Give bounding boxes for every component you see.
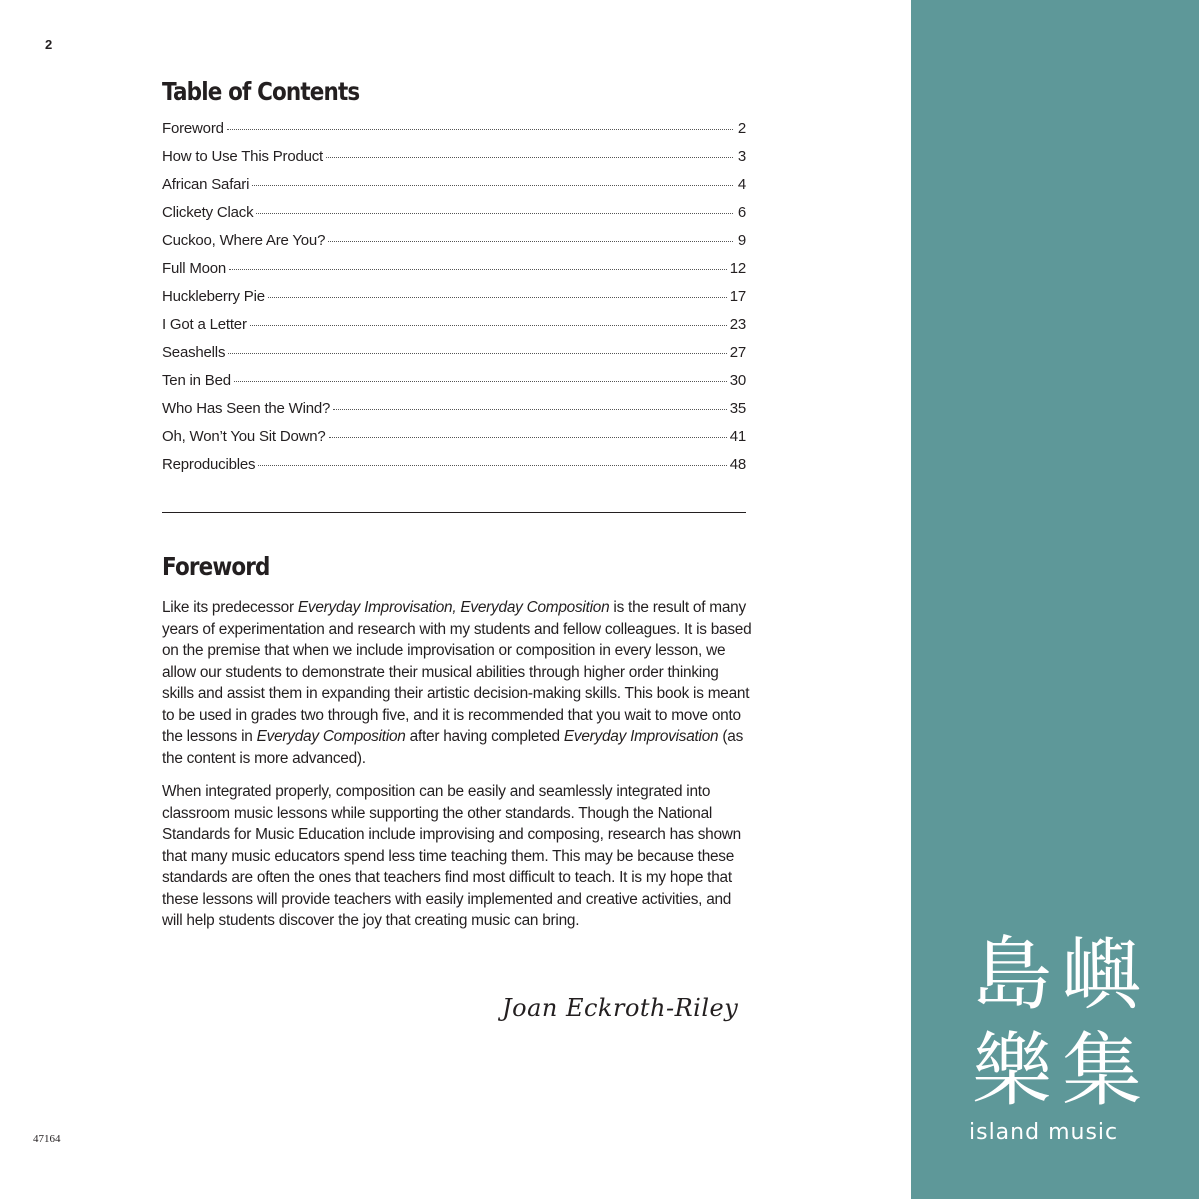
toc-entry-page: 9 (737, 232, 746, 249)
toc-entry[interactable] (162, 316, 746, 344)
logo-char: 樂 (972, 1024, 1052, 1117)
toc-entry[interactable] (162, 120, 746, 148)
toc-entry-label: African Safari (162, 176, 250, 193)
dot-leader (229, 269, 727, 270)
page-number: 2 (45, 37, 53, 52)
toc-entry[interactable] (162, 148, 746, 176)
foreword-paragraph-1 (162, 597, 752, 769)
toc-entry-label: Clickety Clack (162, 204, 254, 221)
dot-leader (258, 465, 726, 466)
toc-entry[interactable] (162, 260, 746, 288)
toc-entry[interactable] (162, 288, 746, 316)
logo-char: 集 (1062, 1024, 1142, 1117)
product-code: 47164 (33, 1133, 61, 1145)
book-title: Everyday Improvisation (563, 728, 719, 745)
toc-entry-label: Ten in Bed (162, 372, 231, 389)
text-run: Like its predecessor (162, 599, 298, 616)
toc-entry-page: 6 (737, 204, 746, 221)
toc-entry-page: 30 (729, 372, 746, 389)
text-run: is the result of many years of experimentation and research with my students and fellow colleagues. It is based on the premise that when we include improvisation or composition in every lesson, we allow our students to demonstrate their musical abilities through higher order thinking skills and assist them in expanding their artistic decision-making skills. This book is meant to be used in grades two through five, and it is recommended that you wait to move onto the lessons in (162, 599, 752, 745)
dot-leader (326, 157, 733, 158)
toc-entry[interactable] (162, 176, 746, 204)
toc-entry-page: 4 (737, 176, 746, 193)
dot-leader (234, 381, 727, 382)
toc-list (162, 120, 746, 484)
island-music-logo (967, 930, 1147, 1145)
toc-entry[interactable] (162, 456, 746, 484)
toc-title: Table of Contents (162, 77, 360, 106)
logo-char: 嶼 (1062, 928, 1142, 1021)
dot-leader (333, 409, 727, 410)
toc-entry[interactable] (162, 232, 746, 260)
toc-entry-label: Who Has Seen the Wind? (162, 400, 331, 417)
dot-leader (329, 437, 727, 438)
toc-entry[interactable] (162, 204, 746, 232)
toc-entry-label: Oh, Won’t You Sit Down? (162, 428, 326, 445)
logo-char: 島 (972, 928, 1052, 1021)
toc-entry-label: Cuckoo, Where Are You? (162, 232, 326, 249)
foreword-paragraph-2: When integrated properly, composition can be easily and seamlessly integrated into classroom music lessons while supporting the other standards. Though the National Standards for Music Education include improvising and composing, research has shown that many music educators spend less time teaching them. This may be because these standards are often the ones that teachers find most difficult to teach. It is my hope that these lessons will provide teachers with easily implemented and creative activities, and will help students discover the joy that creating music can bring. (162, 783, 741, 929)
text-run: (as the content is more advanced). (162, 728, 744, 767)
toc-entry-page: 35 (729, 400, 746, 417)
dot-leader (227, 129, 733, 130)
toc-entry-page: 12 (729, 260, 746, 277)
toc-entry-label: I Got a Letter (162, 316, 247, 333)
foreword-title: Foreword (162, 552, 270, 581)
main-content (162, 76, 752, 944)
toc-entry-page: 27 (729, 344, 746, 361)
toc-entry-label: Full Moon (162, 260, 227, 277)
book-title: Everyday Improvisation, Everyday Composition (297, 599, 610, 616)
text-run: after having completed (405, 728, 564, 745)
author-signature: Joan Eckroth-Riley (502, 994, 739, 1022)
dot-leader (256, 213, 733, 214)
toc-entry[interactable] (162, 372, 746, 400)
toc-entry-label: Huckleberry Pie (162, 288, 265, 305)
logo-text: island music (969, 1120, 1119, 1145)
dot-leader (228, 353, 726, 354)
toc-entry-label: Foreword (162, 120, 224, 137)
toc-entry-page: 3 (737, 148, 746, 165)
logo-characters (967, 930, 1147, 1118)
dot-leader (250, 325, 727, 326)
dot-leader (328, 241, 733, 242)
toc-entry[interactable] (162, 428, 746, 456)
toc-entry-label: Reproducibles (162, 456, 256, 473)
section-divider (162, 512, 746, 513)
toc-entry-page: 48 (729, 456, 746, 473)
toc-entry-label: How to Use This Product (162, 148, 324, 165)
toc-entry-page: 2 (737, 120, 746, 137)
toc-entry-page: 41 (729, 428, 746, 445)
toc-entry-page: 23 (729, 316, 746, 333)
book-title: Everyday Composition (256, 728, 406, 745)
toc-entry-page: 17 (729, 288, 746, 305)
toc-entry-label: Seashells (162, 344, 226, 361)
dot-leader (268, 297, 727, 298)
dot-leader (252, 185, 733, 186)
toc-entry[interactable] (162, 400, 746, 428)
toc-entry[interactable] (162, 344, 746, 372)
